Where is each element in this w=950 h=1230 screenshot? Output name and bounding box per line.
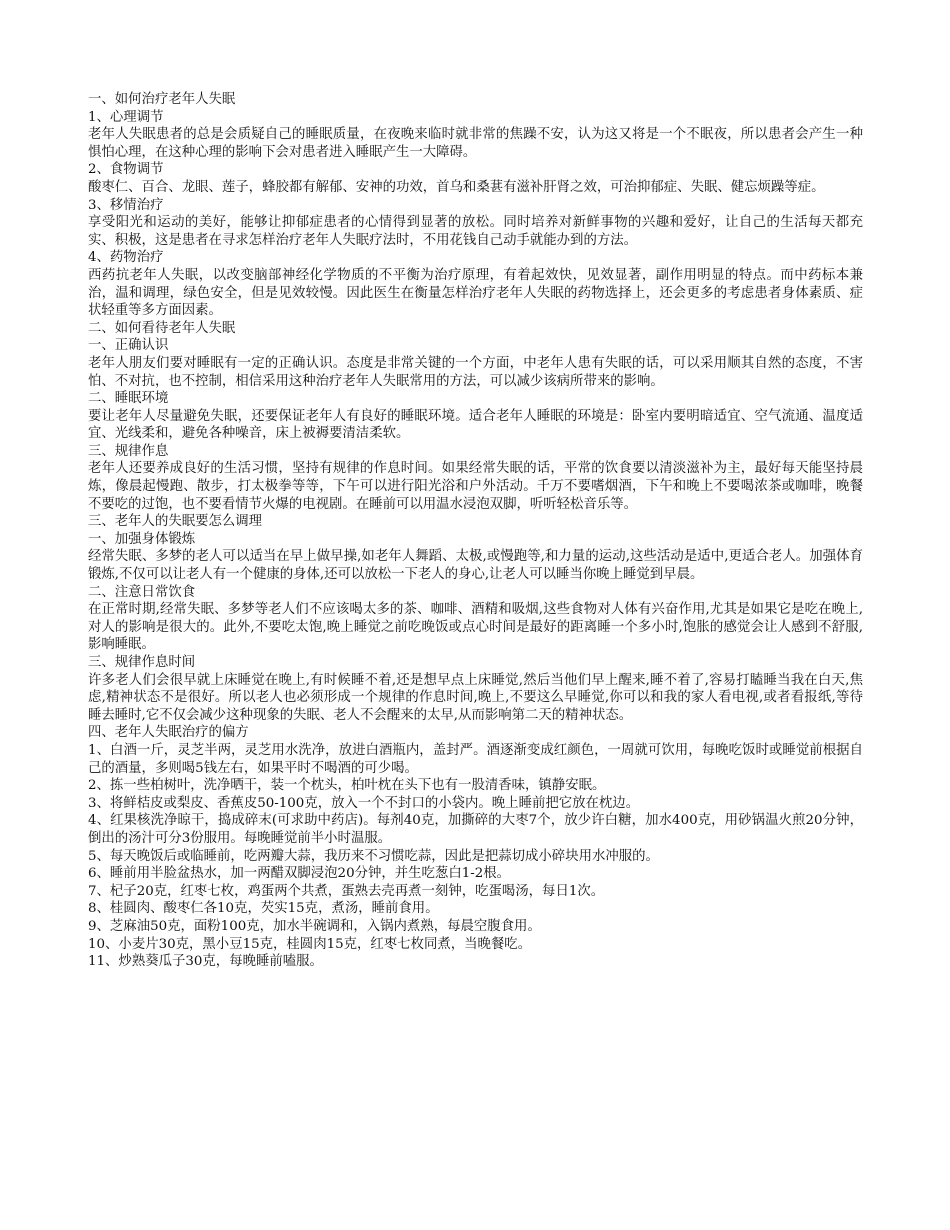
- remedy-item: 5、每天晚饭后或临睡前，吃两瓣大蒜，我历来不习惯吃蒜，因此是把蒜切成小碎块用水冲服的。: [88, 848, 659, 864]
- subheading-exercise: 一、加强身体锻炼: [88, 531, 196, 547]
- paragraph: 老年人还要养成良好的生活习惯，坚持有规律的作息时间。如果经常失眠的话，平常的饮食要以清淡滋补为主，最好每天能坚持晨炼，像晨起慢跑、散步，打太极拳等等，下午可以进行阳光浴和户外活动。千万不要嗜烟酒，下午和晚上不要喝浓茶或咖啡，晚餐不要吃的过饱，也不要看情节火爆的电视剧。在睡前可以用温水浸泡双脚，听听轻松音乐等。: [88, 461, 863, 512]
- paragraph: 老年人朋友们要对睡眠有一定的正确认识。态度是非常关键的一个方面，中老年人患有失眠的话，可以采用顺其自然的态度，不害怕、不对抗，也不控制，相信采用这种治疗老年人失眠常用的方法，可以减少该病所带来的影响。: [88, 355, 863, 389]
- remedy-item: 2、拣一些柏树叶，洗净晒干，装一个枕头，柏叶枕在头下也有一股清香味，镇静安眠。: [88, 778, 606, 794]
- remedy-item: 10、小麦片30克，黑小豆15克，桂圆肉15克，红枣七枚同煮，当晚餐吃。: [88, 936, 532, 952]
- section-heading-1: 一、如何治疗老年人失眠: [88, 92, 236, 107]
- subheading-drug-therapy: 4、药物治疗: [88, 250, 164, 266]
- paragraph: 经常失眠、多梦的老人可以适当在早上做早操,如老年人舞蹈、太极,或慢跑等,和力量的运动,这些活动是适中,更适合老人。加强体育锻炼,不仅可以让老人有一个健康的身体,还可以放松一下老人的身心,让老人可以睡当你晚上睡觉到早晨。: [88, 549, 863, 583]
- paragraph: 老年人失眠患者的总是会质疑自己的睡眠质量，在夜晚来临时就非常的焦躁不安，认为这又将是一个不眠夜，所以患者会产生一种惧怕心理，在这种心理的影响下会对患者进入睡眠产生一大障碍。: [88, 127, 863, 160]
- remedy-item: 8、桂圆肉、酸枣仁各10克，芡实15克，煮汤，睡前食用。: [88, 901, 439, 917]
- remedy-item: 11、炒熟葵瓜子30克，每晚睡前嗑服。: [88, 954, 323, 970]
- subheading-regular-sleep-time: 三、规律作息时间: [88, 655, 196, 670]
- paragraph: 酸枣仁、百合、龙眼、莲子，蜂胶都有解郁、安神的功效，首乌和桑葚有滋补肝肾之效，可治抑郁症、失眠、健忘烦躁等症。: [88, 179, 825, 195]
- paragraph: 许多老人们会很早就上床睡觉在晚上,有时候睡不着,还是想早点上床睡觉,然后当他们早上醒来,睡不着了,容易打瞌睡当我在白天,焦虑,精神状态不是很好。所以老人也必须形成一个规律的作息时间,晚上,不要这么早睡觉,你可以和我的家人看电视,或者看报纸,等待睡去睡时,它不仅会减少这种现象的失眠、老人不会醒来的太早,从而影响第二天的精神状态。: [88, 672, 863, 723]
- section-heading-2: 二、如何看待老年人失眠: [88, 320, 236, 336]
- remedy-item: 6、睡前用半脸盆热水，加一两醋双脚浸泡20分钟，并生吃葱白1-2根。: [88, 866, 511, 882]
- remedy-item: 9、芝麻油50克，面粉100克，加水半碗调和，入锅内煮熟，每晨空腹食用。: [88, 918, 541, 934]
- remedy-item: 4、红果核洗净晾干，捣成碎末(可求助中药店)。每剂40克，加撕碎的大枣7个，放少许白糖，加水400克，用砂锅温火煎20分钟，倒出的汤汁可分3份服用。每晚睡觉前半小时温服。: [88, 813, 863, 846]
- section-heading-4: 四、老年人失眠治疗的偏方: [88, 725, 249, 741]
- subheading-emotional-therapy: 3、移情治疗: [88, 197, 164, 213]
- subheading-psychological-adjustment: 1、心理调节: [88, 109, 164, 125]
- remedy-item: 7、杞子20克，红枣七枚，鸡蛋两个共煮，蛋熟去壳再煮一刻钟，吃蛋喝汤，每日1次。: [88, 883, 605, 899]
- remedy-item: 3、将鲜桔皮或梨皮、香蕉皮50-100克，放入一个不封口的小袋内。晚上睡前把它放在枕边。: [88, 795, 640, 811]
- remedy-item: 1、白酒一斤，灵芝半两，灵芝用水洗净，放进白酒瓶内，盖封严。酒逐渐变成红颜色，一周就可饮用，每晚吃饭时或睡觉前根据自己的酒量，多则喝5钱左右，如果平时不喝酒的可少喝。: [88, 742, 863, 776]
- paragraph: 享受阳光和运动的美好，能够让抑郁症患者的心情得到显著的放松。同时培养对新鲜事物的兴趣和爱好，让自己的生活每天都充实、积极，这是患者在寻求怎样治疗老年人失眠疗法时，不用花钱自己动手就能办到的方法。: [88, 215, 863, 248]
- paragraph: 在正常时期,经常失眠、多梦等老人们不应该喝太多的茶、咖啡、酒精和吸烟,这些食物对人体有兴奋作用,尤其是如果它是吃在晚上,对人的影响是很大的。此外,不要吃太饱,晚上睡觉之前吃晚饭或点心时间是最好的距离睡一个多小时,饱胀的感觉会让人感到不舒服,影响睡眠。: [88, 602, 863, 653]
- subheading-regular-schedule: 三、规律作息: [88, 443, 169, 459]
- section-heading-3: 三、老年人的失眠要怎么调理: [88, 514, 263, 530]
- paragraph: 要让老年人尽量避免失眠，还要保证老年人有良好的睡眠环境。适合老年人睡眠的环境是：卧室内要明暗适宜、空气流通、温度适宜、光线柔和，避免各种噪音，床上被褥要清洁柔软。: [88, 408, 863, 442]
- document-body: [88, 91, 863, 971]
- subheading-food-adjustment: 2、食物调节: [88, 162, 164, 178]
- subheading-daily-diet: 二、注意日常饮食: [88, 584, 196, 600]
- subheading-correct-understanding: 一、正确认识: [88, 338, 169, 354]
- subheading-sleep-environment: 二、睡眠环境: [88, 391, 169, 407]
- paragraph: 西药抗老年人失眠，以改变脑部神经化学物质的不平衡为治疗原理，有着起效快，见效显著，副作用明显的特点。而中药标本兼治，温和调理，绿色安全，但是见效较慢。因此医生在衡量怎样治疗老年人失眠的药物选择上，还会更多的考虑患者身体素质、症状轻重等多方面因素。: [88, 267, 863, 319]
